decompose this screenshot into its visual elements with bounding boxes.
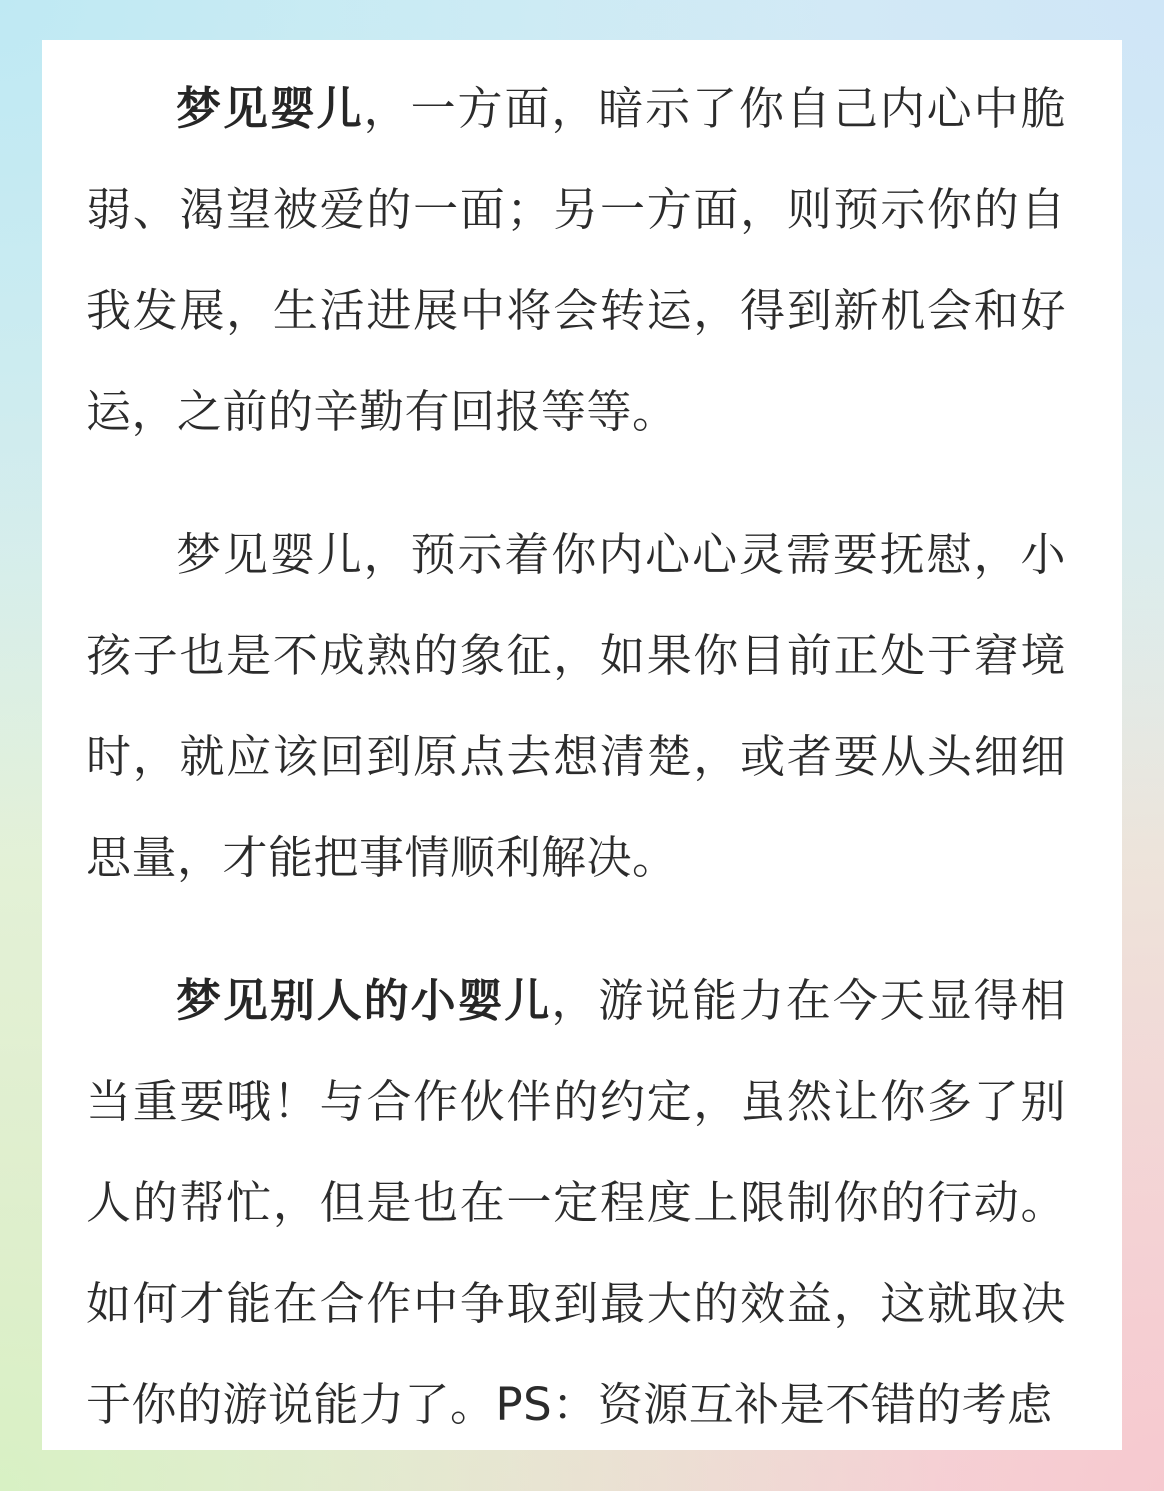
paragraph-text: ，一方面，暗示了你自己内心中脆弱、渴望被爱的一面；另一方面，则预示你的自我发展，生活进展中将会转运，得到新机会和好运，之前的辛勤有回报等等。	[86, 82, 1066, 438]
paragraph-lead: 梦见婴儿	[176, 82, 364, 135]
paragraph-text: ，游说能力在今天显得相当重要哦！与合作伙伴的约定，虽然让你多了别人的帮忙，但是也在一定程度上限制你的行动。如何才能在合作中争取到最大的效益，这就取决于你的游说能力了。PS：资源互补是不错的考虑	[86, 974, 1066, 1431]
paragraph-dream-others-baby	[86, 950, 1066, 1450]
article-card	[42, 40, 1122, 1450]
paragraph-dream-baby-soothe	[86, 504, 1066, 908]
article-body	[86, 40, 1066, 1450]
paragraph-text: 梦见婴儿，预示着你内心心灵需要抚慰，小孩子也是不成熟的象征，如果你目前正处于窘境时，就应该回到原点去想清楚，或者要从头细细思量，才能把事情顺利解决。	[86, 528, 1066, 884]
paragraph-dream-baby	[86, 40, 1066, 462]
paragraph-lead: 梦见别人的小婴儿	[176, 974, 552, 1027]
